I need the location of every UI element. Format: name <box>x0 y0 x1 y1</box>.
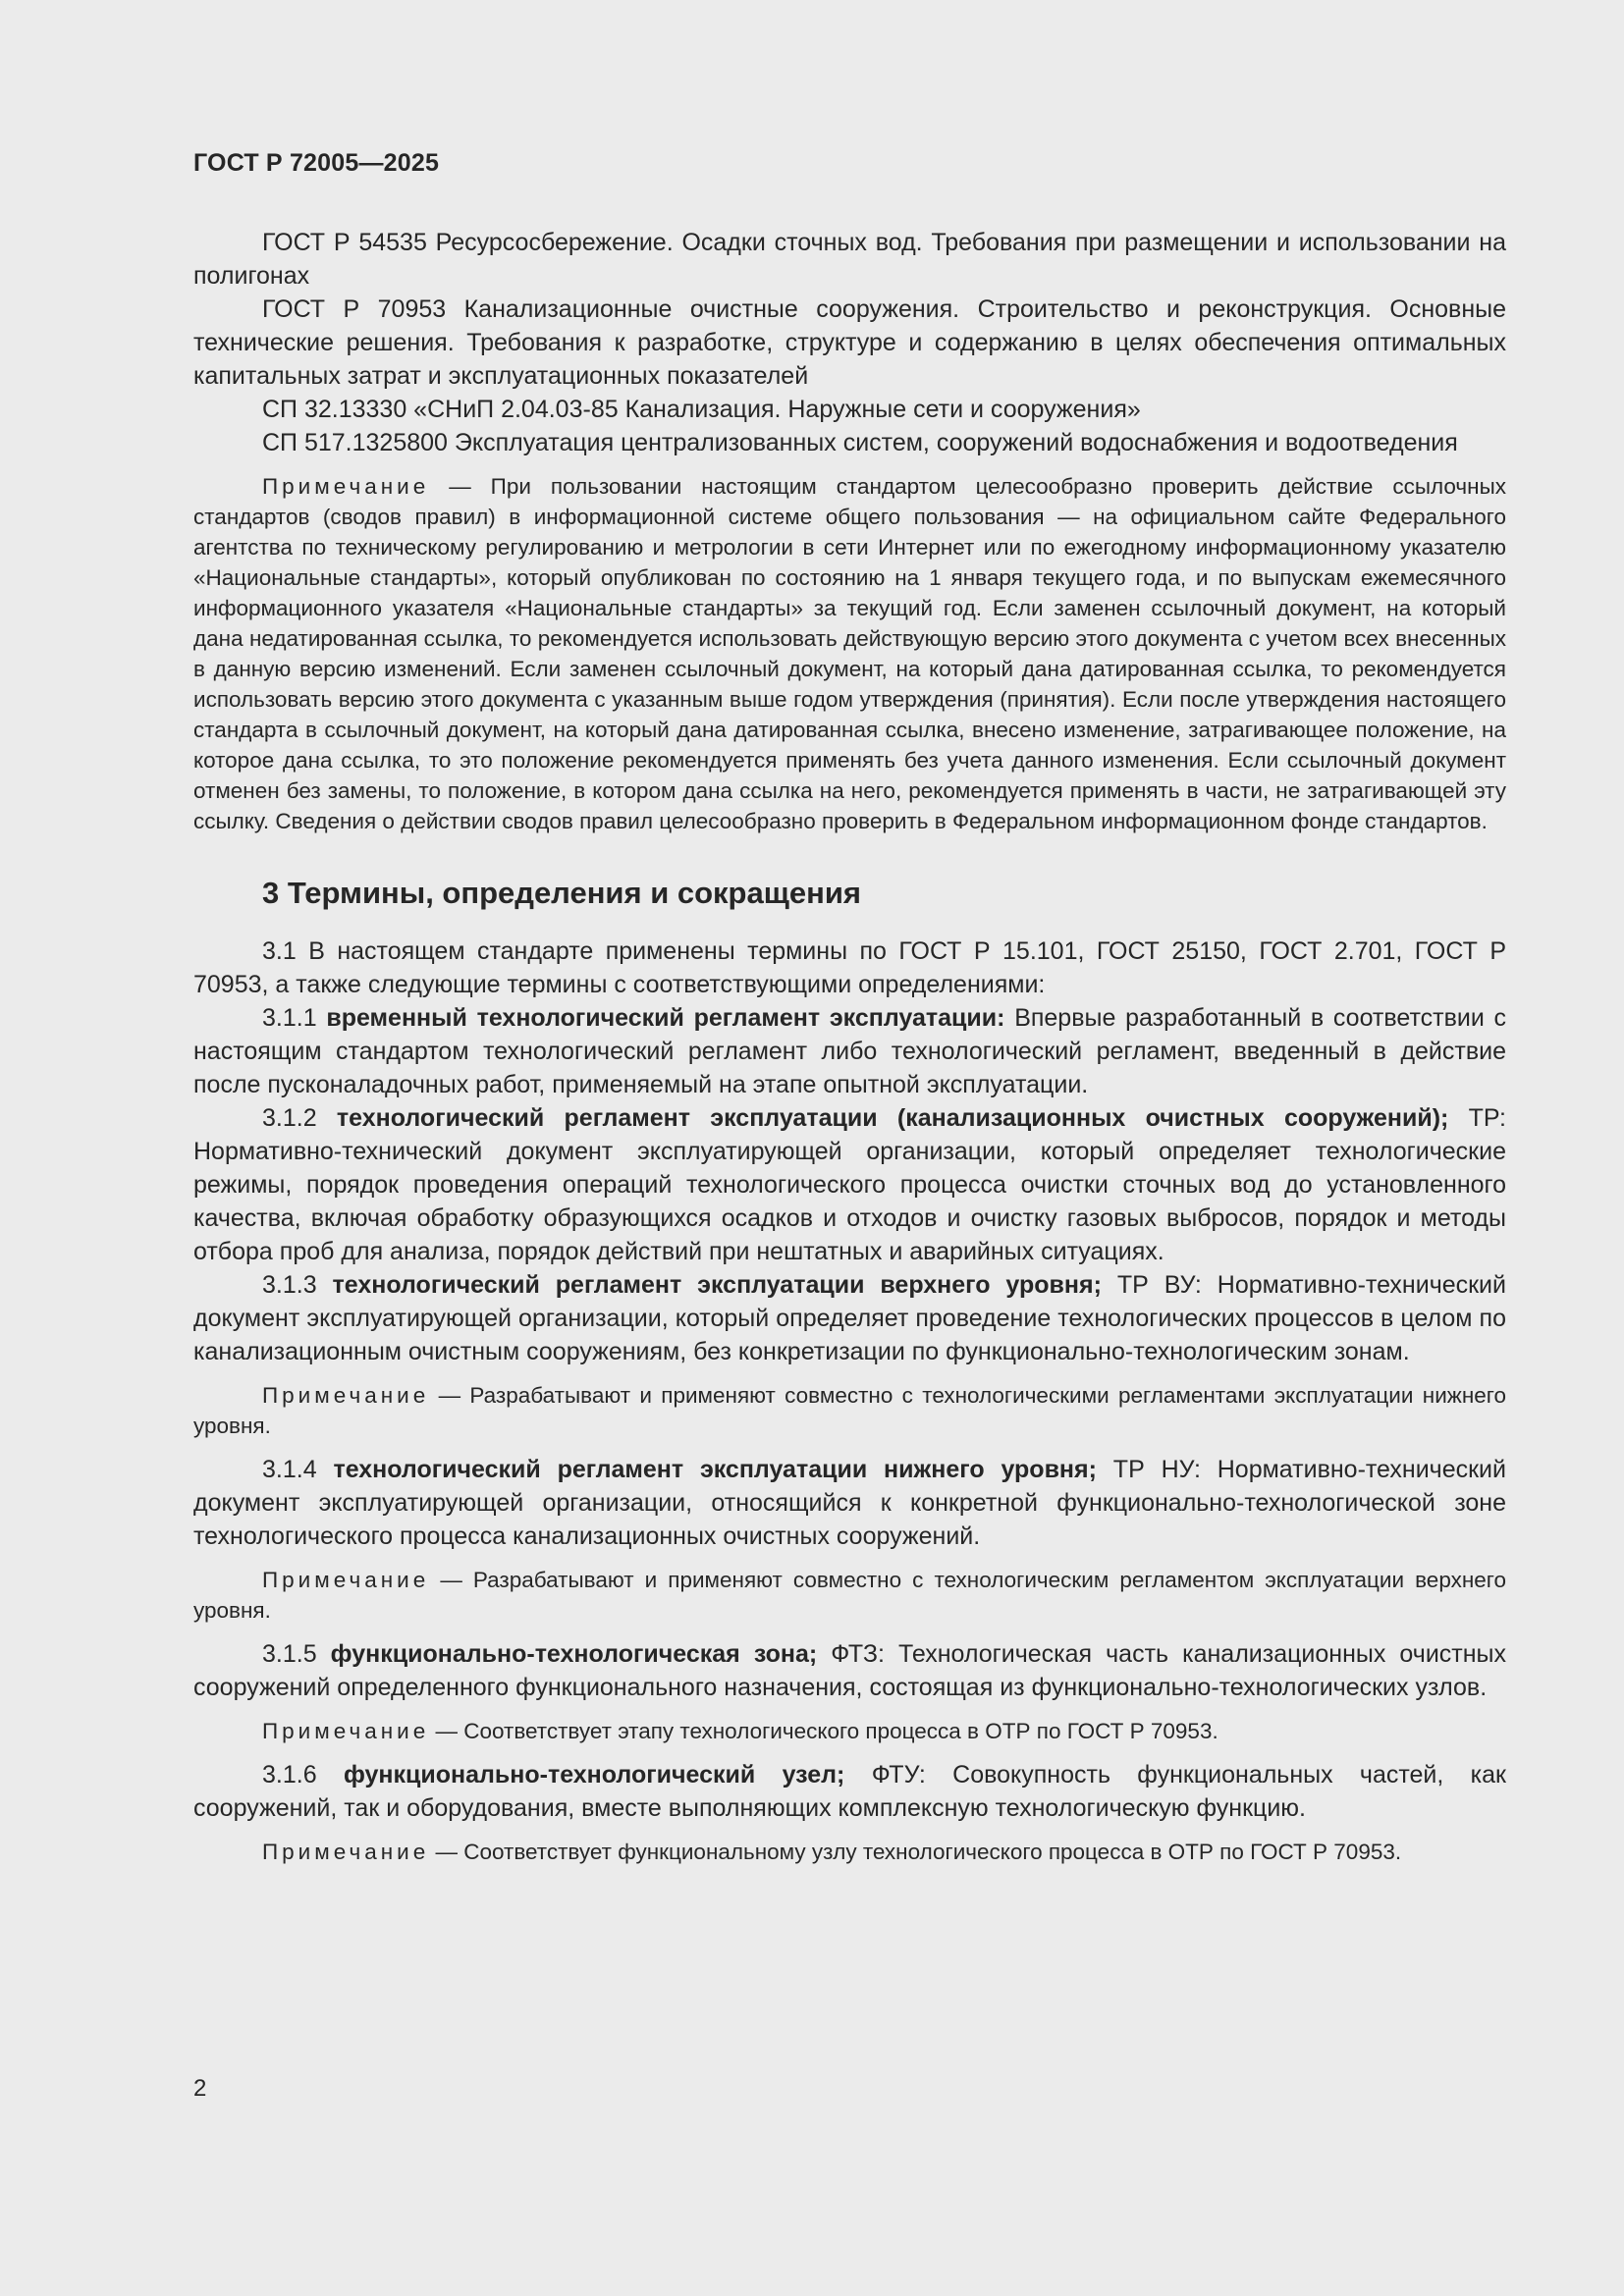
term-number: 3.1.4 <box>262 1456 317 1483</box>
term-entry-3-1-1 <box>193 1001 1506 1101</box>
note-label: Примечание <box>262 1383 430 1408</box>
reference-item: СП 32.13330 «СНиП 2.04.03-85 Канализация. Наружные сети и сооружения» <box>262 396 1141 423</box>
note-text: — Соответствует функциональному узлу технологического процесса в ОТР по ГОСТ Р 70953. <box>435 1840 1402 1864</box>
term-entry-3-1-3 <box>193 1268 1506 1368</box>
term-name: технологический регламент эксплуатации (канализационных очистных сооружений); <box>336 1104 1449 1132</box>
reference-item: ГОСТ Р 54535 Ресурсосбережение. Осадки сточных вод. Требования при размещении и использовании на полигонах <box>193 229 1506 290</box>
note-text: — Разрабатывают и применяют совместно с технологическими регламентами эксплуатации нижнего уровня. <box>193 1383 1506 1438</box>
term-name: временный технологический регламент эксплуатации: <box>326 1004 1005 1032</box>
note-label: Примечание <box>262 474 430 499</box>
note-text: — Соответствует этапу технологического процесса в ОТР по ГОСТ Р 70953. <box>435 1719 1218 1743</box>
term-note-3-1-6 <box>193 1837 1506 1867</box>
term-name: технологический регламент эксплуатации нижнего уровня; <box>333 1456 1097 1483</box>
term-name: функционально-технологический узел; <box>343 1761 845 1789</box>
term-definition: ТР ВУ: Нормативно-технический документ эксплуатирующей организации, который определяет проведение технологических процессов в целом по канализационным очистным сооружениям, без конкретизации по функционально-технологическим зонам. <box>193 1271 1506 1365</box>
term-number: 3.1.1 <box>262 1004 317 1032</box>
term-note-3-1-5 <box>193 1716 1506 1746</box>
note-text: — При пользовании настоящим стандартом целесообразно проверить действие ссылочных стандартов (сводов правил) в информационной системе общего пользования — на официальном сайте Федерального агентства по техническому регулированию и метрологии в сети Интернет или по ежегодному информационному указателю «Национальные стандарты», который опубликован по состоянию на 1 января текущего года, и по выпускам ежемесячного информационного указателя «Национальные стандарты» за текущий год. Если заменен ссылочный документ, на который дана недатированная ссылка, то рекомендуется использовать действующую версию этого документа с учетом всех внесенных в данную версию изменений. Если заменен ссылочный документ, на который дана датированная ссылка, то рекомендуется использовать версию этого документа с указанным выше годом утверждения (принятия). Если после утверждения настоящего стандарта в ссылочный документ, на который дана датированная ссылка, внесено изменение, затрагивающее положение, на которое дана ссылка, то это положение рекомендуется применять без учета данного изменения. Если ссылочный документ отменен без замены, то положение, в котором дана ссылка на него, рекомендуется применять в части, не затрагивающей эту ссылку. Сведения о действии сводов правил целесообразно проверить в Федеральном информационном фонде стандартов. <box>193 474 1506 833</box>
page-header: ГОСТ Р 72005—2025 <box>193 149 440 177</box>
term-name: функционально-технологическая зона; <box>330 1640 818 1668</box>
note-text: — Разрабатывают и применяют совместно с технологическим регламентом эксплуатации верхнего уровня. <box>193 1568 1506 1623</box>
note-label: Примечание <box>262 1719 430 1743</box>
term-note-3-1-4 <box>193 1565 1506 1626</box>
term-number: 3.1.2 <box>262 1104 317 1132</box>
term-definition: ФТЗ: Технологическая часть канализационных очистных сооружений определенного функционального назначения, состоящая из функционально-технологических узлов. <box>193 1640 1507 1701</box>
term-number: 3.1.5 <box>262 1640 317 1668</box>
term-entry-3-1-2 <box>193 1101 1506 1268</box>
note-label: Примечание <box>262 1568 430 1592</box>
reference-item: ГОСТ Р 70953 Канализационные очистные сооружения. Строительство и реконструкция. Основные технические решения. Требования к разработке, структуре и содержанию в целях обеспечения оптимальных капитальных затрат и эксплуатационных показателей <box>193 295 1506 390</box>
note-label: Примечание <box>262 1840 430 1864</box>
term-entry-3-1-4 <box>193 1453 1506 1553</box>
term-block-3-1-5 <box>193 1637 1506 1704</box>
references-note <box>193 471 1506 836</box>
term-entry-3-1-5 <box>193 1637 1506 1704</box>
term-note-3-1-3 <box>193 1380 1506 1441</box>
term-number: 3.1.6 <box>262 1761 317 1789</box>
term-definition: ТР НУ: Нормативно-технический документ эксплуатирующей организации, относящийся к конкретной функционально-технологической зоне технологического процесса канализационных очистных сооружений. <box>193 1456 1506 1550</box>
term-number: 3.1.3 <box>262 1271 317 1299</box>
term-entry-3-1-6 <box>193 1758 1506 1825</box>
term-definition: ТР: Нормативно-технический документ эксплуатирующей организации, который определяет технологические режимы, порядок проведения операций технологического процесса очистки сточных вод до установленного качества, включая обработку образующихся осадков и отходов и очистку газовых выбросов, порядок и методы отбора проб для анализа, порядок действий при нештатных и аварийных ситуациях. <box>193 1104 1506 1265</box>
section-intro: 3.1 В настоящем стандарте применены термины по ГОСТ Р 15.101, ГОСТ 25150, ГОСТ 2.701, ГОСТ Р 70953, а также следующие термины с соответствующими определениями: <box>193 937 1506 998</box>
term-definition: Впервые разработанный в соответствии с настоящим стандартом технологический регламент либо технологический регламент, введенный в действие после пусконаладочных работ, применяемый на этапе опытной эксплуатации. <box>193 1004 1507 1098</box>
reference-item: СП 517.1325800 Эксплуатация централизованных систем, сооружений водоснабжения и водоотведения <box>262 429 1458 456</box>
references-list <box>193 226 1506 459</box>
document-body <box>193 226 1506 1867</box>
term-definition: ФТУ: Совокупность функциональных частей, как сооружений, так и оборудования, вместе выполняющих комплексную технологическую функцию. <box>193 1761 1506 1822</box>
term-block-3-1-4 <box>193 1453 1506 1553</box>
terms-section <box>193 934 1506 1368</box>
page-number: 2 <box>193 2075 207 2102</box>
term-block-3-1-6 <box>193 1758 1506 1825</box>
section-heading: 3 Термины, определения и сокращения <box>262 876 861 910</box>
term-name: технологический регламент эксплуатации верхнего уровня; <box>332 1271 1102 1299</box>
